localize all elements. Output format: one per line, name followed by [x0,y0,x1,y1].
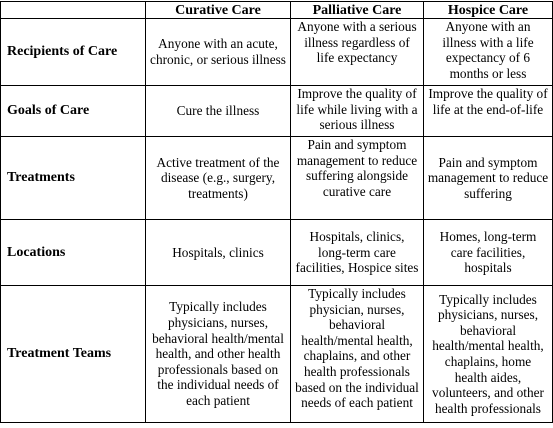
table-row-recipients-of-care [1,19,553,86]
row-label-recipients-of-care: Recipients of Care [1,19,146,86]
table-row-locations [1,220,553,286]
row-label-goals-of-care: Goals of Care [1,86,146,137]
table-row-treatments [1,137,553,220]
care-comparison-table [0,1,553,423]
row-label-locations: Locations [1,220,146,286]
cell-recipients-hospice: Anyone with an illness with a life expectancy of 6 months or less [424,19,553,86]
cell-locations-palliative: Hospitals, clinics, long-term care facilities, Hospice sites [291,220,424,286]
table-row-goals-of-care [1,86,553,137]
header-row [1,2,553,19]
cell-teams-palliative: Typically includes physician, nurses, behavioral health/mental health, chaplains, and other health professionals based on the individual needs of each patient [291,286,424,423]
header-palliative-care: Palliative Care [291,2,424,19]
row-label-treatment-teams: Treatment Teams [1,286,146,423]
cell-goals-curative: Cure the illness [146,86,291,137]
cell-goals-hospice: Improve the quality of life at the end-of-life [424,86,553,137]
cell-treatments-palliative: Pain and symptom management to reduce suffering alongside curative care [291,137,424,220]
cell-teams-hospice: Typically includes physicians, nurses, behavioral health/mental health, chaplains, home health aides, volunteers, and other health professionals [424,286,553,423]
cell-recipients-curative: Anyone with an acute, chronic, or serious illness [146,19,291,86]
row-label-treatments: Treatments [1,137,146,220]
cell-teams-curative: Typically includes physicians, nurses, behavioral health/mental health, and other health professionals based on the individual needs of each patient [146,286,291,423]
header-corner-cell [1,2,146,19]
cell-treatments-hospice: Pain and symptom management to reduce suffering [424,137,553,220]
cell-recipients-palliative: Anyone with a serious illness regardless of life expectancy [291,19,424,86]
header-hospice-care: Hospice Care [424,2,553,19]
table-row-treatment-teams [1,286,553,423]
cell-locations-hospice: Homes, long-term care facilities, hospitals [424,220,553,286]
cell-goals-palliative: Improve the quality of life while living with a serious illness [291,86,424,137]
header-curative-care: Curative Care [146,2,291,19]
cell-locations-curative: Hospitals, clinics [146,220,291,286]
cell-treatments-curative: Active treatment of the disease (e.g., surgery, treatments) [146,137,291,220]
